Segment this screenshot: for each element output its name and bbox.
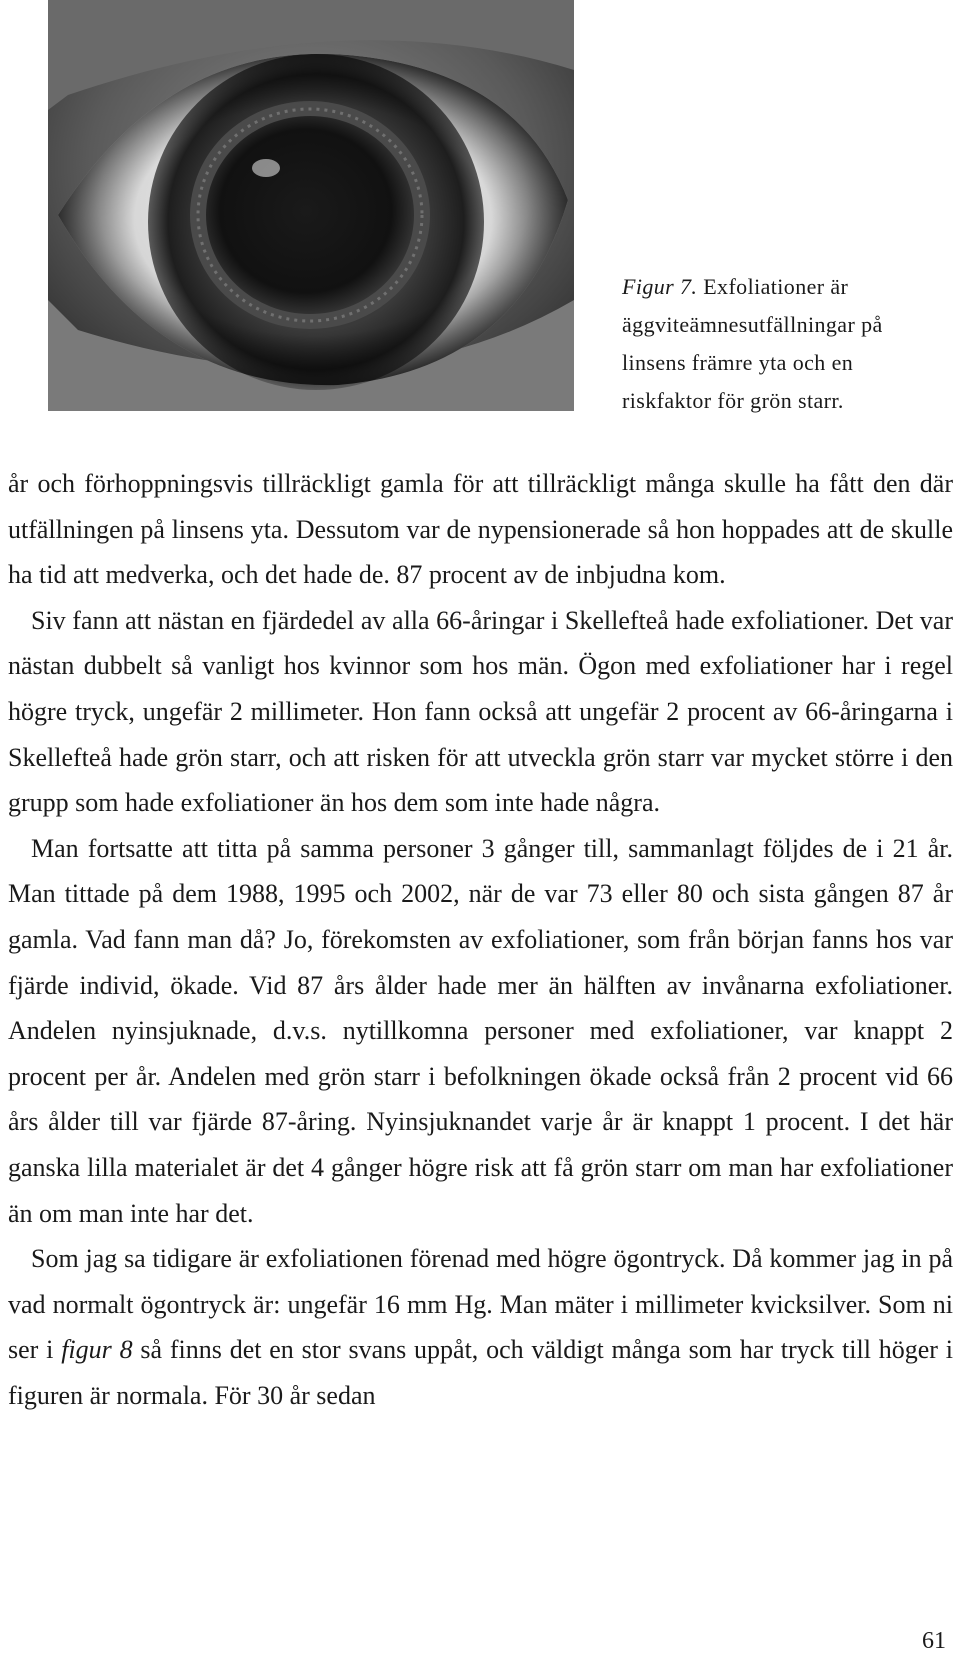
- figure-caption: [622, 268, 922, 420]
- body-text: [8, 461, 953, 1418]
- eye-photo-drawing: [48, 0, 574, 411]
- figure-label: Figur 7.: [622, 274, 698, 299]
- paragraph: [8, 1236, 953, 1418]
- eye-photo: [48, 0, 574, 411]
- paragraph-text: Som jag sa tidigare är exfoliationen förenad med högre ögontryck. Då kommer jag in på vad normalt ögontryck är: ungefär 16 mm Hg. Man mäter i millimeter kvicksilver. Som ni ser i: [8, 1244, 953, 1365]
- paragraph: Man fortsatte att titta på samma personer 3 gånger till, sammanlagt följdes de i 21 år. Man tittade på dem 1988, 1995 och 2002, när de var 73 eller 80 och sista gången 87 år gamla. Vad fann man då? Jo, förekomsten av exfoliationer, som från början fanns hos var fjärde individ, ökade. Vid 87 års ålder hade mer än hälften av invånarna exfoliationer. Andelen nyinsjuknade, d.v.s. nytillkomna personer med exfoliationer, var knappt 2 procent per år. Andelen med grön starr i befolkningen ökade också från 2 procent vid 66 års ålder till var fjärde 87-åring. Nyinsjuknandet varje år är knappt 1 procent. I det här ganska lilla materialet är det 4 gånger högre risk att få grön starr om man har exfoliationer än om man inte har det.: [8, 833, 953, 1228]
- paragraph: Siv fann att nästan en fjärdedel av alla 66-åringar i Skellefteå hade exfoliationer. Det var nästan dubbelt så vanligt hos kvinnor som hos män. Ögon med exfoliationer har i regel högre tryck, ungefär 2 millimeter. Hon fann också att ungefär 2 procent av 66-åringarna i Skellefteå hade grön starr, och att risken för att utveckla grön starr var mycket större i den grupp som hade exfoliationer än hos dem som inte hade några.: [8, 605, 953, 818]
- page-number: 61: [922, 1628, 946, 1654]
- figure-caption-text: Exfoliationer är äggviteämnesutfällningar på linsens främre yta och en riskfaktor för grön starr.: [622, 274, 883, 413]
- paragraph: år och förhoppningsvis tillräckligt gamla för att tillräckligt många skulle ha fått den där utfällningen på linsens yta. Dessutom var de nypensionerade så hon hoppades att de skulle ha tid att medverka, och det hade de. 87 procent av de inbjudna kom.: [8, 469, 953, 590]
- figure-reference: figur 8: [61, 1335, 133, 1365]
- paragraph-text: så finns det en stor svans uppåt, och väldigt många som har tryck till höger i figuren är normala. För 30 år sedan: [8, 1335, 953, 1410]
